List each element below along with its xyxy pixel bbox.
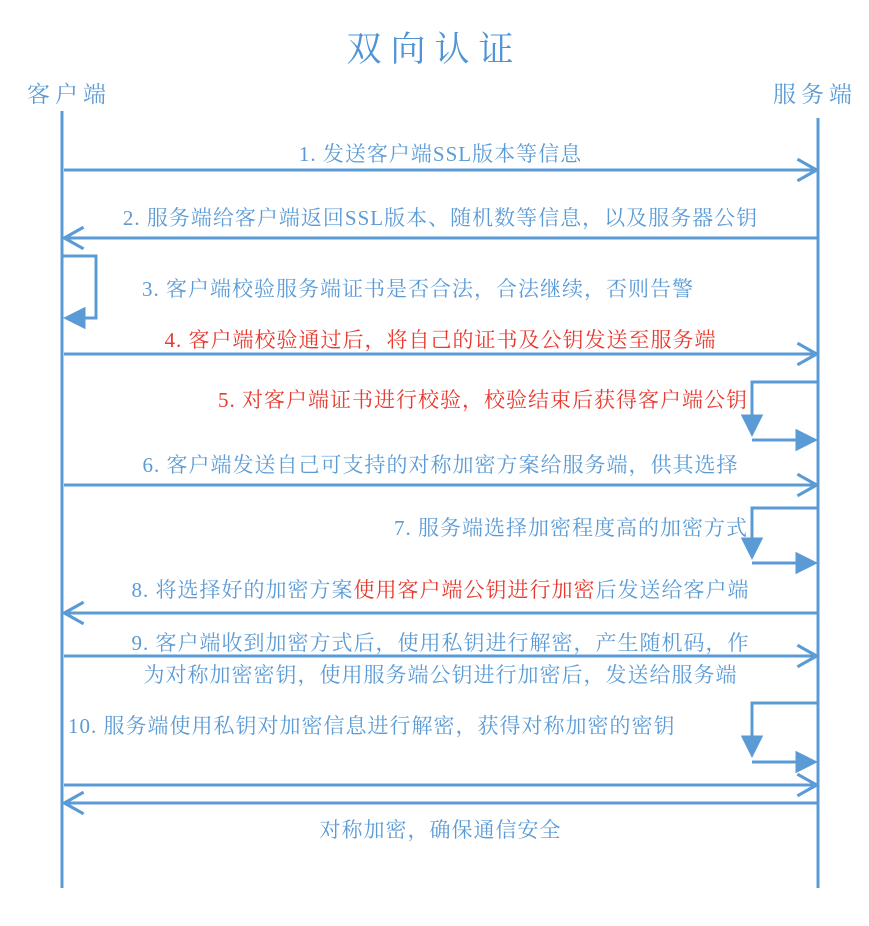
- message-5-label: 5. 对客户端证书进行校验，校验结束后获得客户端公钥: [218, 388, 748, 412]
- diagram-title: 双向认证: [346, 30, 523, 69]
- message-7-self-loop-down: [752, 508, 817, 551]
- message-3-self-loop: [63, 256, 96, 318]
- message-8-label-part-3: 后发送给客户端: [595, 578, 750, 602]
- message-2-label: 2. 服务端给客户端返回SSL版本、随机数等信息，以及服务器公钥: [122, 206, 759, 230]
- message-4-label: 4. 客户端校验通过后，将自己的证书及公钥发送至服务端: [164, 328, 717, 352]
- actor-label-client: 客户端: [27, 82, 111, 107]
- message-8-label-part-2: 使用客户端公钥进行加密: [353, 578, 596, 602]
- message-1-label: 1. 发送客户端SSL版本等信息: [298, 142, 583, 166]
- message-9-label-line-1: 9. 客户端收到加密方式后，使用私钥进行解密，产生随机码，作: [131, 631, 750, 655]
- actor-label-server: 服务端: [773, 82, 857, 107]
- message-8-label-part-1: 8. 将选择好的加密方案: [131, 578, 354, 602]
- message-6-label: 6. 客户端发送自己可支持的对称加密方案给服务端，供其选择: [142, 453, 739, 477]
- message-5-self-loop-down: [752, 382, 817, 428]
- message-8-label: [62, 578, 819, 602]
- message-7-label: 7. 服务端选择加密程度高的加密方式: [394, 516, 748, 540]
- message-3-label: 3. 客户端校验服务端证书是否合法，合法继续，否则告警: [142, 277, 694, 301]
- message-10-self-loop-down: [752, 703, 817, 749]
- message-10-label: 10. 服务端使用私钥对加密信息进行解密，获得对称加密的密钥: [68, 714, 676, 738]
- message-9-label-line-2: 为对称加密密钥，使用服务端公钥进行加密后，发送给服务端: [143, 663, 738, 687]
- symmetric-channel-label: 对称加密，确保通信安全: [319, 818, 562, 842]
